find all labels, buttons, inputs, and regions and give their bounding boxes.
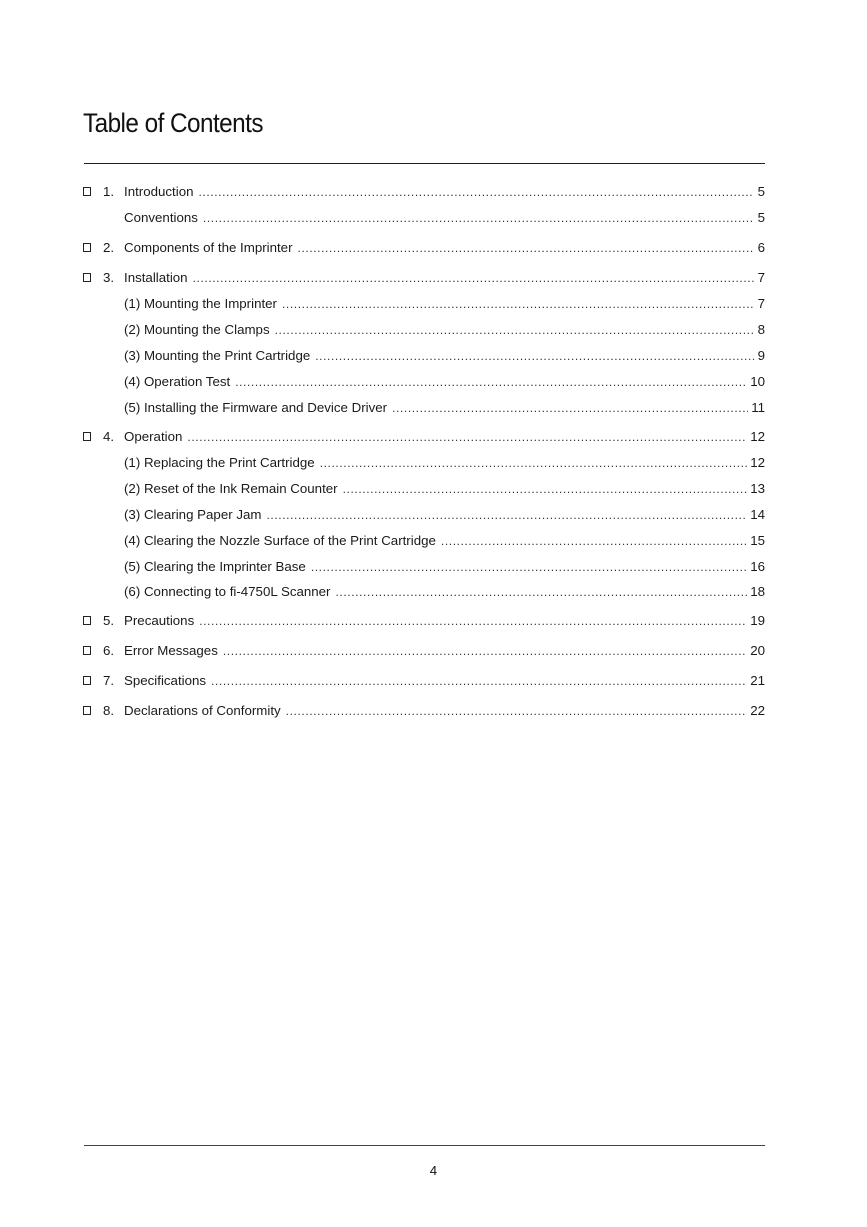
toc-section-number: 3. bbox=[103, 270, 115, 285]
toc-section[interactable] bbox=[0, 427, 867, 447]
toc-entry-label: Introduction bbox=[124, 184, 194, 199]
toc-subsection[interactable] bbox=[0, 582, 867, 602]
toc-section[interactable] bbox=[0, 611, 867, 631]
toc-entry-label: (5) Installing the Firmware and Device Driver bbox=[124, 400, 388, 415]
dot-leader bbox=[315, 346, 754, 366]
toc-entry-label: (2) Mounting the Clamps bbox=[124, 322, 270, 337]
toc-page-number: 9 bbox=[757, 348, 765, 363]
dot-leader bbox=[275, 320, 754, 340]
toc-entry-line bbox=[124, 701, 765, 721]
toc-section[interactable] bbox=[0, 701, 867, 721]
toc-page-number: 16 bbox=[750, 559, 765, 574]
toc-page-number: 21 bbox=[750, 673, 765, 688]
toc-section[interactable] bbox=[0, 182, 867, 202]
toc-section-number: 4. bbox=[103, 429, 115, 444]
toc-entry-line bbox=[124, 320, 765, 340]
toc-entry-line bbox=[124, 238, 765, 258]
toc-section-number: 2. bbox=[103, 240, 115, 255]
toc-entry-line bbox=[124, 208, 765, 228]
toc-entry-label: (3) Mounting the Print Cartridge bbox=[124, 348, 311, 363]
toc-entry-label: Specifications bbox=[124, 673, 207, 688]
toc-subsection[interactable] bbox=[0, 208, 867, 228]
checkbox-square-icon bbox=[83, 676, 91, 685]
footer-divider bbox=[84, 1145, 765, 1146]
toc-entry-line bbox=[124, 346, 765, 366]
dot-leader bbox=[235, 372, 747, 392]
dot-leader bbox=[311, 557, 747, 577]
toc-subsection[interactable] bbox=[0, 453, 867, 473]
toc-page-number: 15 bbox=[750, 533, 765, 548]
dot-leader bbox=[211, 671, 747, 691]
dot-leader bbox=[266, 505, 747, 525]
toc-entry-line bbox=[124, 505, 765, 525]
toc-page-number: 18 bbox=[750, 584, 765, 599]
checkbox-square-icon bbox=[83, 243, 91, 252]
toc-subsection[interactable] bbox=[0, 294, 867, 314]
checkbox-square-icon bbox=[83, 187, 91, 196]
toc-entry-label: Precautions bbox=[124, 613, 195, 628]
toc-page-number: 22 bbox=[750, 703, 765, 718]
toc-entry-line bbox=[124, 531, 765, 551]
toc-section[interactable] bbox=[0, 641, 867, 661]
toc-entry-label: (5) Clearing the Imprinter Base bbox=[124, 559, 306, 574]
dot-leader bbox=[223, 641, 747, 661]
toc-entry-label: Conventions bbox=[124, 210, 198, 225]
toc-entry-line bbox=[124, 582, 765, 602]
toc-entry-label: (1) Mounting the Imprinter bbox=[124, 296, 277, 311]
toc-entry-line bbox=[124, 641, 765, 661]
toc-section-number: 6. bbox=[103, 643, 115, 658]
dot-leader bbox=[298, 238, 754, 258]
toc-page-number: 5 bbox=[757, 184, 765, 199]
toc-entry-label: (6) Connecting to fi-4750L Scanner bbox=[124, 584, 331, 599]
checkbox-square-icon bbox=[83, 432, 91, 441]
toc-page-number: 14 bbox=[750, 507, 765, 522]
dot-leader bbox=[282, 294, 754, 314]
toc-page-number: 20 bbox=[750, 643, 765, 658]
toc-entry-line bbox=[124, 479, 765, 499]
toc-entry-line bbox=[124, 182, 765, 202]
checkbox-square-icon bbox=[83, 616, 91, 625]
dot-leader bbox=[343, 479, 748, 499]
toc-entry-line bbox=[124, 453, 765, 473]
toc-page-number: 19 bbox=[750, 613, 765, 628]
dot-leader bbox=[203, 208, 754, 228]
toc-entry-line bbox=[124, 557, 765, 577]
toc-entry-label: (4) Clearing the Nozzle Surface of the Print Cartridge bbox=[124, 533, 436, 548]
dot-leader bbox=[193, 268, 754, 288]
toc-entry-line bbox=[124, 398, 765, 418]
toc-section-number: 1. bbox=[103, 184, 115, 199]
toc-entry-line bbox=[124, 268, 765, 288]
toc-page-number: 7 bbox=[757, 296, 765, 311]
toc-entry-label: Components of the Imprinter bbox=[124, 240, 293, 255]
toc-entry-line bbox=[124, 427, 765, 447]
checkbox-square-icon bbox=[83, 646, 91, 655]
dot-leader bbox=[441, 531, 747, 551]
toc-section[interactable] bbox=[0, 268, 867, 288]
dot-leader bbox=[320, 453, 748, 473]
toc-page-number: 6 bbox=[757, 240, 765, 255]
dot-leader bbox=[392, 398, 748, 418]
dot-leader bbox=[187, 427, 747, 447]
toc-section-number: 5. bbox=[103, 613, 115, 628]
toc-subsection[interactable] bbox=[0, 346, 867, 366]
toc-section-number: 8. bbox=[103, 703, 115, 718]
dot-leader bbox=[199, 611, 747, 631]
page-number: 4 bbox=[429, 1163, 438, 1178]
toc-entry-label: (4) Operation Test bbox=[124, 374, 231, 389]
toc-entry-line bbox=[124, 611, 765, 631]
toc-section-number: 7. bbox=[103, 673, 115, 688]
checkbox-square-icon bbox=[83, 273, 91, 282]
toc-entry-line bbox=[124, 671, 765, 691]
toc-subsection[interactable] bbox=[0, 531, 867, 551]
dot-leader bbox=[335, 582, 747, 602]
checkbox-square-icon bbox=[83, 706, 91, 715]
toc-entry-label: (2) Reset of the Ink Remain Counter bbox=[124, 481, 338, 496]
dot-leader bbox=[286, 701, 748, 721]
toc-page-number: 10 bbox=[750, 374, 765, 389]
toc-page-number: 12 bbox=[750, 429, 765, 444]
toc-entry-label: (3) Clearing Paper Jam bbox=[124, 507, 262, 522]
toc-page-number: 13 bbox=[750, 481, 765, 496]
toc-page-number: 7 bbox=[757, 270, 765, 285]
toc-entry-line bbox=[124, 372, 765, 392]
toc-subsection[interactable] bbox=[0, 320, 867, 340]
toc-page-number: 12 bbox=[750, 455, 765, 470]
toc-subsection[interactable] bbox=[0, 479, 867, 499]
toc-entry-label: Error Messages bbox=[124, 643, 218, 658]
toc-entry-label: Declarations of Conformity bbox=[124, 703, 281, 718]
toc-section[interactable] bbox=[0, 238, 867, 258]
toc-subsection[interactable] bbox=[0, 372, 867, 392]
toc-subsection[interactable] bbox=[0, 505, 867, 525]
toc-page-number: 5 bbox=[757, 210, 765, 225]
toc-subsection[interactable] bbox=[0, 398, 867, 418]
page-title: Table of Contents bbox=[83, 108, 263, 138]
toc-entry-label: Installation bbox=[124, 270, 188, 285]
toc-page-number: 11 bbox=[751, 400, 765, 415]
toc-section[interactable] bbox=[0, 671, 867, 691]
dot-leader bbox=[198, 182, 754, 202]
toc-subsection[interactable] bbox=[0, 557, 867, 577]
toc-entry-label: (1) Replacing the Print Cartridge bbox=[124, 455, 315, 470]
toc-page-number: 8 bbox=[757, 322, 765, 337]
toc-entry-line bbox=[124, 294, 765, 314]
toc-entry-label: Operation bbox=[124, 429, 183, 444]
